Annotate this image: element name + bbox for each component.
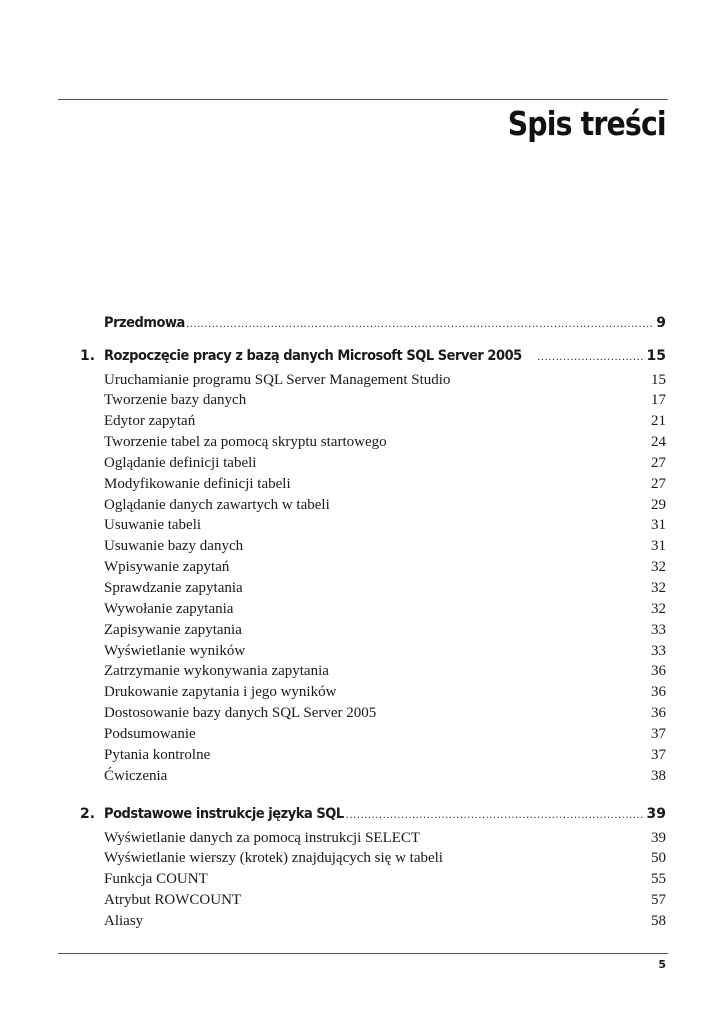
toc-entry-page: 58 <box>651 912 666 929</box>
toc-heading-title: Rozpoczęcie pracy z bazą danych Microsoft SQL Server 2005 <box>104 348 522 364</box>
toc-chapter-2[interactable] <box>0 802 726 828</box>
toc-entry[interactable] <box>104 433 666 453</box>
toc-entry[interactable] <box>104 891 666 911</box>
toc-entry[interactable] <box>104 474 666 494</box>
toc-entry-title: Pytania kontrolne <box>104 746 211 763</box>
toc-leader-dots <box>175 319 654 330</box>
toc-entry[interactable] <box>104 766 666 786</box>
toc-entry-title: Drukowanie zapytania i jego wyników <box>104 684 337 701</box>
toc-entry[interactable] <box>104 453 666 473</box>
toc-entry-page: 32 <box>651 600 666 617</box>
toc-entry-title: Dostosowanie bazy danych SQL Server 2005 <box>104 705 377 722</box>
toc-entry-title: Sprawdzanie zapytania <box>104 580 243 596</box>
toc-chapter-number: 1. <box>80 348 96 364</box>
toc-heading-title: Przedmowa <box>104 315 185 331</box>
toc-entry-page: 27 <box>651 454 666 471</box>
toc-chapter-1[interactable] <box>0 344 726 370</box>
toc-entry-title: Edytor zapytań <box>104 413 196 430</box>
toc-entry-page: 31 <box>651 517 666 534</box>
toc-entry-page: 50 <box>651 850 666 867</box>
toc-entry[interactable] <box>104 911 666 931</box>
toc-entry-page: 36 <box>651 684 666 701</box>
toc-entry-title: Wywołanie zapytania <box>104 600 234 617</box>
toc-entry[interactable] <box>104 828 666 848</box>
toc-entry-title: Ćwiczenia <box>104 767 168 784</box>
toc-entry-page: 31 <box>651 538 666 555</box>
toc-entry-title: Wyświetlanie danych za pomocą instrukcji SELECT <box>104 829 421 846</box>
toc-entry[interactable] <box>104 849 666 869</box>
toc-entry[interactable] <box>104 641 666 661</box>
toc-entry[interactable] <box>104 537 666 557</box>
toc-entry-page: 24 <box>651 434 666 451</box>
toc-entry-title: Tworzenie bazy danych <box>104 392 247 409</box>
toc-entry-title: Wpisywanie zapytań <box>104 559 230 576</box>
toc-entry[interactable] <box>104 662 666 682</box>
toc-entry[interactable] <box>104 870 666 890</box>
toc-entry-page: 36 <box>651 663 666 680</box>
toc-leader-dots <box>346 810 645 821</box>
toc-entry-page: 32 <box>651 580 666 596</box>
toc-preface[interactable] <box>0 311 726 337</box>
toc-entry[interactable] <box>104 516 666 536</box>
toc-entry[interactable] <box>104 412 666 432</box>
toc-entry-title: Zapisywanie zapytania <box>104 621 242 638</box>
toc-chapter-number: 2. <box>80 806 96 822</box>
toc-entry-title: Modyfikowanie definicji tabeli <box>104 475 291 492</box>
toc-entry-title: Funkcja COUNT <box>104 871 208 888</box>
toc-entry-title: Tworzenie tabel za pomocą skryptu startowego <box>104 434 387 451</box>
toc-heading-page: 39 <box>646 806 666 822</box>
page-title: Spis treści <box>507 104 666 143</box>
toc-entry-title: Wyświetlanie wierszy (krotek) znajdujących się w tabeli <box>104 850 443 867</box>
toc-entry-title: Uruchamianie programu SQL Server Management Studio <box>104 371 451 388</box>
toc-entry[interactable] <box>104 724 666 744</box>
toc-entry-title: Oglądanie danych zawartych w tabeli <box>104 496 330 513</box>
toc-entry-page: 37 <box>651 725 666 742</box>
toc-entry[interactable] <box>104 579 666 599</box>
toc-entry[interactable] <box>104 599 666 619</box>
toc-entry-page: 32 <box>651 559 666 576</box>
toc-heading-title: Podstawowe instrukcje języka SQL <box>104 806 344 822</box>
toc-entry-page: 38 <box>651 767 666 784</box>
toc-entry[interactable] <box>104 683 666 703</box>
toc-entry-page: 37 <box>651 746 666 763</box>
toc-heading-page: 9 <box>656 315 666 331</box>
toc-entry[interactable] <box>104 370 666 390</box>
toc-entry-page: 33 <box>651 621 666 638</box>
toc-entry[interactable] <box>104 745 666 765</box>
toc-entry-page: 33 <box>651 642 666 659</box>
toc-entry-page: 29 <box>651 496 666 513</box>
toc-entry-page: 21 <box>651 413 666 430</box>
toc-entry-title: Aliasy <box>104 912 144 929</box>
toc-entry-page: 39 <box>651 829 666 846</box>
toc-entry-title: Wyświetlanie wyników <box>104 642 246 659</box>
toc-entry-title: Zatrzymanie wykonywania zapytania <box>104 663 329 680</box>
toc-entry-page: 17 <box>651 392 666 409</box>
toc-entry-title: Usuwanie tabeli <box>104 517 202 534</box>
toc-entry-page: 27 <box>651 475 666 492</box>
toc-leader-dots <box>537 352 644 363</box>
toc-entry[interactable] <box>104 704 666 724</box>
toc-entry[interactable] <box>104 620 666 640</box>
toc-entry-title: Usuwanie bazy danych <box>104 538 244 555</box>
toc-entry-page: 36 <box>651 705 666 722</box>
toc-entry[interactable] <box>104 558 666 578</box>
toc-heading-page: 15 <box>646 348 666 364</box>
page-number: 5 <box>658 958 666 971</box>
toc-entry-title: Atrybut ROWCOUNT <box>104 892 242 909</box>
toc-entry-page: 57 <box>651 892 666 909</box>
toc-entry-title: Oglądanie definicji tabeli <box>104 454 257 471</box>
top-rule <box>58 99 668 100</box>
toc-entry-page: 15 <box>651 371 666 388</box>
toc-entry[interactable] <box>104 495 666 515</box>
bottom-rule <box>58 953 668 954</box>
toc-entry-title: Podsumowanie <box>104 725 196 742</box>
toc-entry-page: 55 <box>651 871 666 888</box>
toc-entry[interactable] <box>104 391 666 411</box>
